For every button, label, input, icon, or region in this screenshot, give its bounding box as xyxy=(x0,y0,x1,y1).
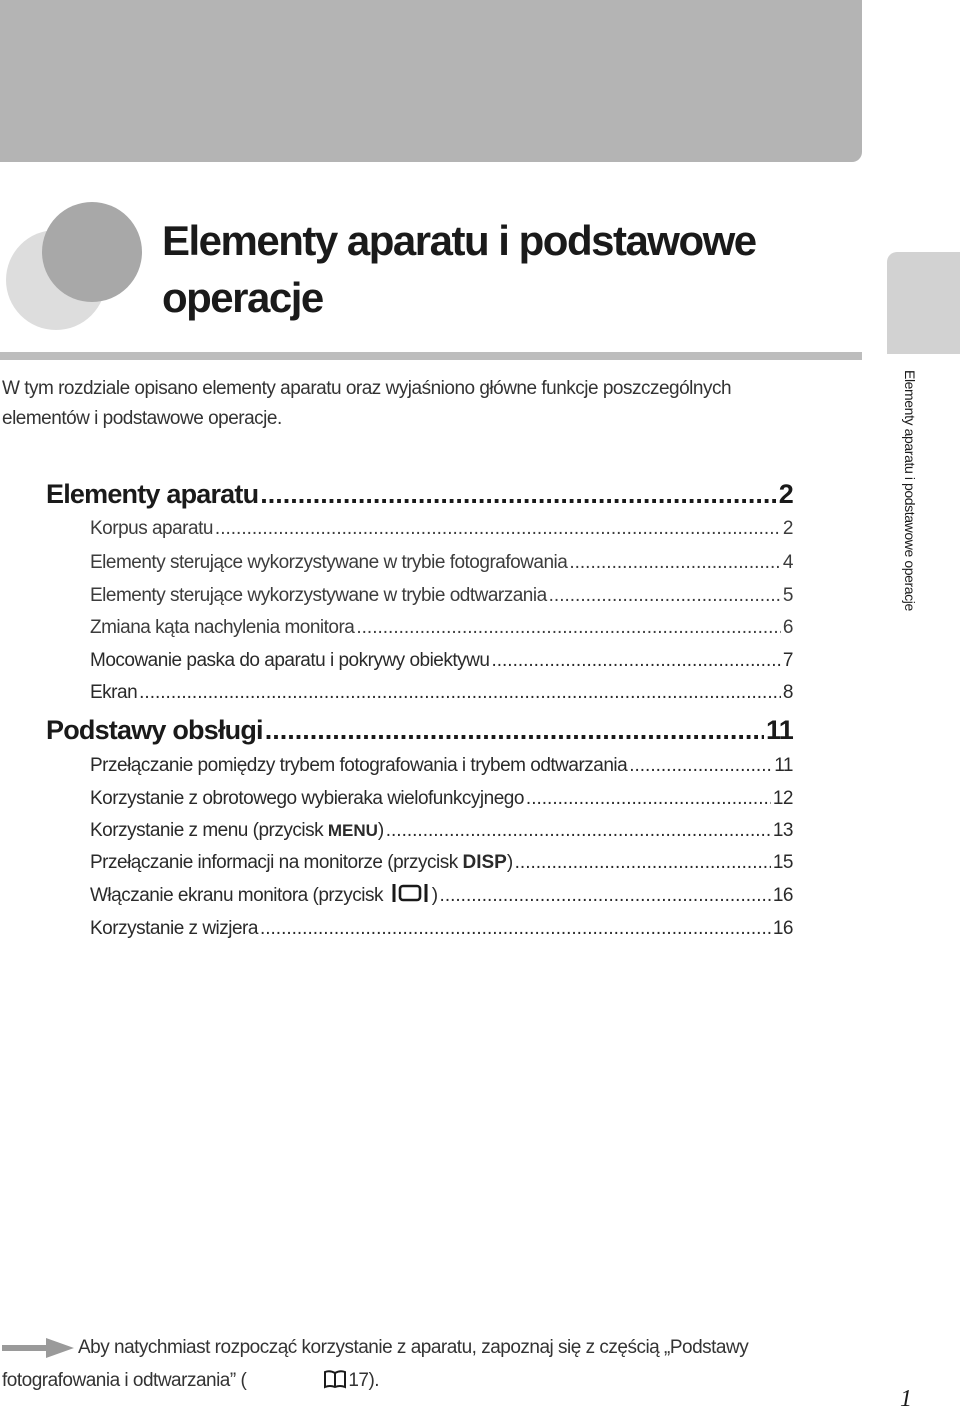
side-tab-label xyxy=(890,370,930,670)
toc-page-number: 11 xyxy=(774,755,793,776)
toc-entry-title-before: Korzystanie z menu (przycisk xyxy=(90,820,328,841)
toc-entry-title: Ekran xyxy=(90,682,138,703)
toc-entry-title-before: Włączanie ekranu monitora (przycisk xyxy=(90,885,388,906)
menu-button-label: MENU xyxy=(327,821,378,840)
toc-entry-title: Zmiana kąta nachylenia monitora xyxy=(90,617,355,638)
toc-leader-dots xyxy=(440,881,771,911)
toc-entry-title: Przełączanie pomiędzy trybem fotografowania i trybem odtwarzania xyxy=(90,755,628,776)
side-tab xyxy=(887,252,960,354)
toc-leader-dots xyxy=(265,713,764,747)
toc-entry[interactable] xyxy=(90,514,793,544)
toc-page-number: 6 xyxy=(782,617,793,638)
toc-entry[interactable] xyxy=(90,848,793,878)
toc-leader-dots xyxy=(491,646,780,676)
toc-entry[interactable] xyxy=(90,751,793,781)
toc-entry[interactable] xyxy=(90,816,793,846)
toc-leader-dots xyxy=(515,848,771,878)
note-text-end: ). xyxy=(368,1370,380,1391)
toc-page-number: 11 xyxy=(766,715,793,745)
toc-page-number: 15 xyxy=(772,852,793,873)
toc-entry-title: Korzystanie z wizjera xyxy=(90,918,258,939)
toc-leader-dots xyxy=(215,514,781,544)
toc-entry[interactable] xyxy=(90,881,793,911)
note-text: Aby natychmiast rozpocząć korzystanie z aparatu, zapoznaj się z częścią „Podstawy fotografowania i odtwarzania” ( xyxy=(2,1337,749,1391)
note-ref-page: 17 xyxy=(348,1370,369,1391)
toc-entry[interactable] xyxy=(90,646,793,676)
toc-page-number: 13 xyxy=(772,820,793,841)
toc-entry[interactable] xyxy=(90,548,793,578)
toc-page-number: 5 xyxy=(782,585,793,606)
toc-section-title: Elementy aparatu xyxy=(46,479,259,509)
toc-entry-title xyxy=(90,816,384,846)
title-divider xyxy=(0,352,862,360)
toc-leader-dots xyxy=(569,548,781,578)
toc-entry[interactable] xyxy=(90,581,793,611)
toc-section-podstawy-obslugi[interactable] xyxy=(46,713,793,747)
toc-entry-title: Korpus aparatu xyxy=(90,518,213,539)
decorative-circle-dark xyxy=(42,202,142,302)
toc-page-number: 16 xyxy=(772,885,793,906)
note-paragraph xyxy=(2,1331,802,1400)
toc-leader-dots xyxy=(260,914,771,944)
top-banner xyxy=(0,0,862,162)
page-number: 1 xyxy=(900,1386,912,1412)
side-tab-label-text: Elementy aparatu i podstawowe operacje xyxy=(902,370,918,611)
toc-leader-dots xyxy=(139,678,781,708)
toc-entry-title: Mocowanie paska do aparatu i pokrywy obiektywu xyxy=(90,650,490,671)
disp-button-label: DISP xyxy=(462,852,507,873)
toc-leader-dots xyxy=(356,613,781,643)
monitor-button-icon xyxy=(390,882,430,914)
toc-entry[interactable] xyxy=(90,784,793,814)
book-reference-icon xyxy=(247,1367,347,1400)
toc-entry-title-after: ) xyxy=(377,820,384,841)
toc-entry-title-after: ) xyxy=(506,852,513,873)
toc-page-number: 12 xyxy=(772,788,793,809)
toc-entry[interactable] xyxy=(90,678,793,708)
toc-entry-title xyxy=(90,881,438,914)
toc-leader-dots xyxy=(260,477,776,511)
toc-entry-title-after: ) xyxy=(431,885,438,906)
toc-entry-title: Korzystanie z obrotowego wybieraka wielofunkcyjnego xyxy=(90,788,524,809)
toc-page-number: 4 xyxy=(782,552,793,573)
toc-entry[interactable] xyxy=(90,914,793,944)
toc-entry-title xyxy=(90,848,513,878)
toc-section-title: Podstawy obsługi xyxy=(46,715,263,745)
toc-entry-title-before: Przełączanie informacji na monitorze (przycisk xyxy=(90,852,463,873)
chapter-title: Elementy aparatu i podstawowe operacje xyxy=(162,217,756,321)
toc-page-number: 2 xyxy=(778,479,793,509)
toc-entry[interactable] xyxy=(90,613,793,643)
toc-entry-title: Elementy sterujące wykorzystywane w trybie fotografowania xyxy=(90,552,568,573)
intro-paragraph: W tym rozdziale opisano elementy aparatu oraz wyjaśniono główne funkcje poszczególnych elementów i podstawowe operacje. xyxy=(2,378,732,429)
toc-leader-dots xyxy=(629,751,772,781)
toc-leader-dots xyxy=(549,581,781,611)
toc-page-number: 8 xyxy=(782,682,793,703)
toc-page-number: 2 xyxy=(782,518,793,539)
toc-page-number: 16 xyxy=(772,918,793,939)
toc-page-number: 7 xyxy=(782,650,793,671)
toc-leader-dots xyxy=(386,816,771,846)
toc-section-elementy-aparatu[interactable] xyxy=(46,477,793,511)
toc-entry-title: Elementy sterujące wykorzystywane w trybie odtwarzania xyxy=(90,585,547,606)
toc-leader-dots xyxy=(526,784,771,814)
